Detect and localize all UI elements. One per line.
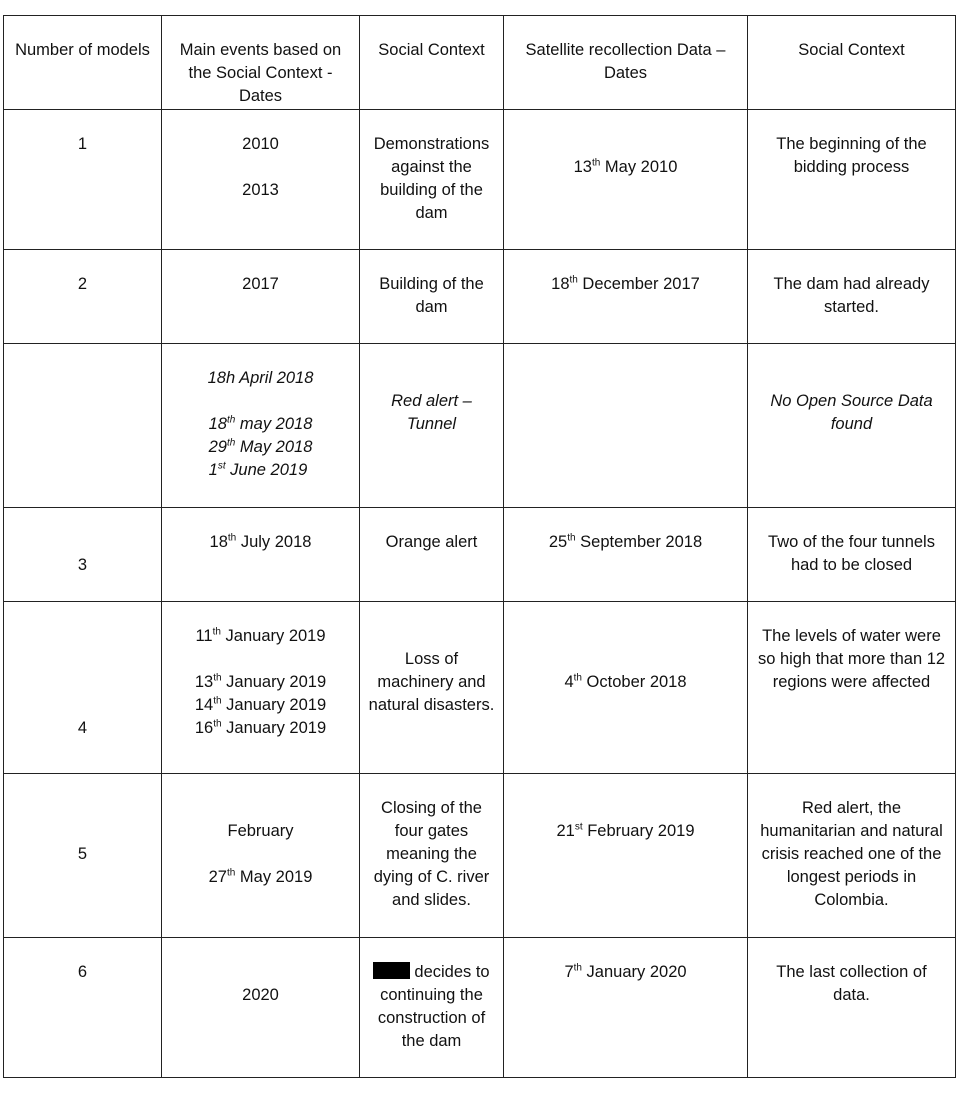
social-context-2: The levels of water were so high that more than 12 regions were affected xyxy=(748,602,956,774)
header-row xyxy=(4,16,956,110)
satellite-date: 7th January 2020 xyxy=(504,938,748,1078)
social-context: Demonstrations against the building of the dam xyxy=(360,110,504,250)
social-context: Orange alert xyxy=(360,508,504,602)
model-number: 6 xyxy=(4,938,162,1078)
header-cell: Social Context xyxy=(748,16,956,110)
table-row xyxy=(4,344,956,508)
table-row xyxy=(4,938,956,1078)
social-context-2: The last collection of data. xyxy=(748,938,956,1078)
satellite-date: 21st February 2019 xyxy=(504,774,748,938)
social-context: Red alert – Tunnel xyxy=(360,344,504,508)
social-context-2: Two of the four tunnels had to be closed xyxy=(748,508,956,602)
event-dates: 18h April 2018 18th may 2018 29th May 2018 1st June 2019 xyxy=(162,344,360,508)
events-table xyxy=(3,15,956,1078)
model-number xyxy=(4,344,162,508)
satellite-date: 25th September 2018 xyxy=(504,508,748,602)
event-dates: 2010 2013 xyxy=(162,110,360,250)
table-row xyxy=(4,250,956,344)
table-row xyxy=(4,602,956,774)
social-context-2: No Open Source Data found xyxy=(748,344,956,508)
social-context-2: The dam had already started. xyxy=(748,250,956,344)
redacted-name xyxy=(373,962,410,979)
model-number: 2 xyxy=(4,250,162,344)
social-context: Closing of the four gates meaning the dying of C. river and slides. xyxy=(360,774,504,938)
satellite-date: 13th May 2010 xyxy=(504,110,748,250)
social-context: Loss of machinery and natural disasters. xyxy=(360,602,504,774)
model-number: 3 xyxy=(4,508,162,602)
event-dates: 2020 xyxy=(162,938,360,1078)
header-cell: Main events based on the Social Context - Dates xyxy=(162,16,360,110)
table-row xyxy=(4,110,956,250)
satellite-date: 4th October 2018 xyxy=(504,602,748,774)
event-dates: 11th January 2019 13th January 2019 14th January 2019 16th January 2019 xyxy=(162,602,360,774)
event-dates: 18th July 2018 xyxy=(162,508,360,602)
social-context: Building of the dam xyxy=(360,250,504,344)
header-cell: Satellite recollection Data – Dates xyxy=(504,16,748,110)
social-context-2: Red alert, the humanitarian and natural crisis reached one of the longest periods in Colombia. xyxy=(748,774,956,938)
satellite-date: 18th December 2017 xyxy=(504,250,748,344)
social-context: decides to continuing the construction of the dam xyxy=(360,938,504,1078)
header-cell: Social Context xyxy=(360,16,504,110)
social-context-2: The beginning of the bidding process xyxy=(748,110,956,250)
table-row xyxy=(4,508,956,602)
model-number: 1 xyxy=(4,110,162,250)
table-row xyxy=(4,774,956,938)
satellite-date xyxy=(504,344,748,508)
model-number: 5 xyxy=(4,774,162,938)
header-cell: Number of models xyxy=(4,16,162,110)
event-dates: February 27th May 2019 xyxy=(162,774,360,938)
model-number: 4 xyxy=(4,602,162,774)
event-dates: 2017 xyxy=(162,250,360,344)
